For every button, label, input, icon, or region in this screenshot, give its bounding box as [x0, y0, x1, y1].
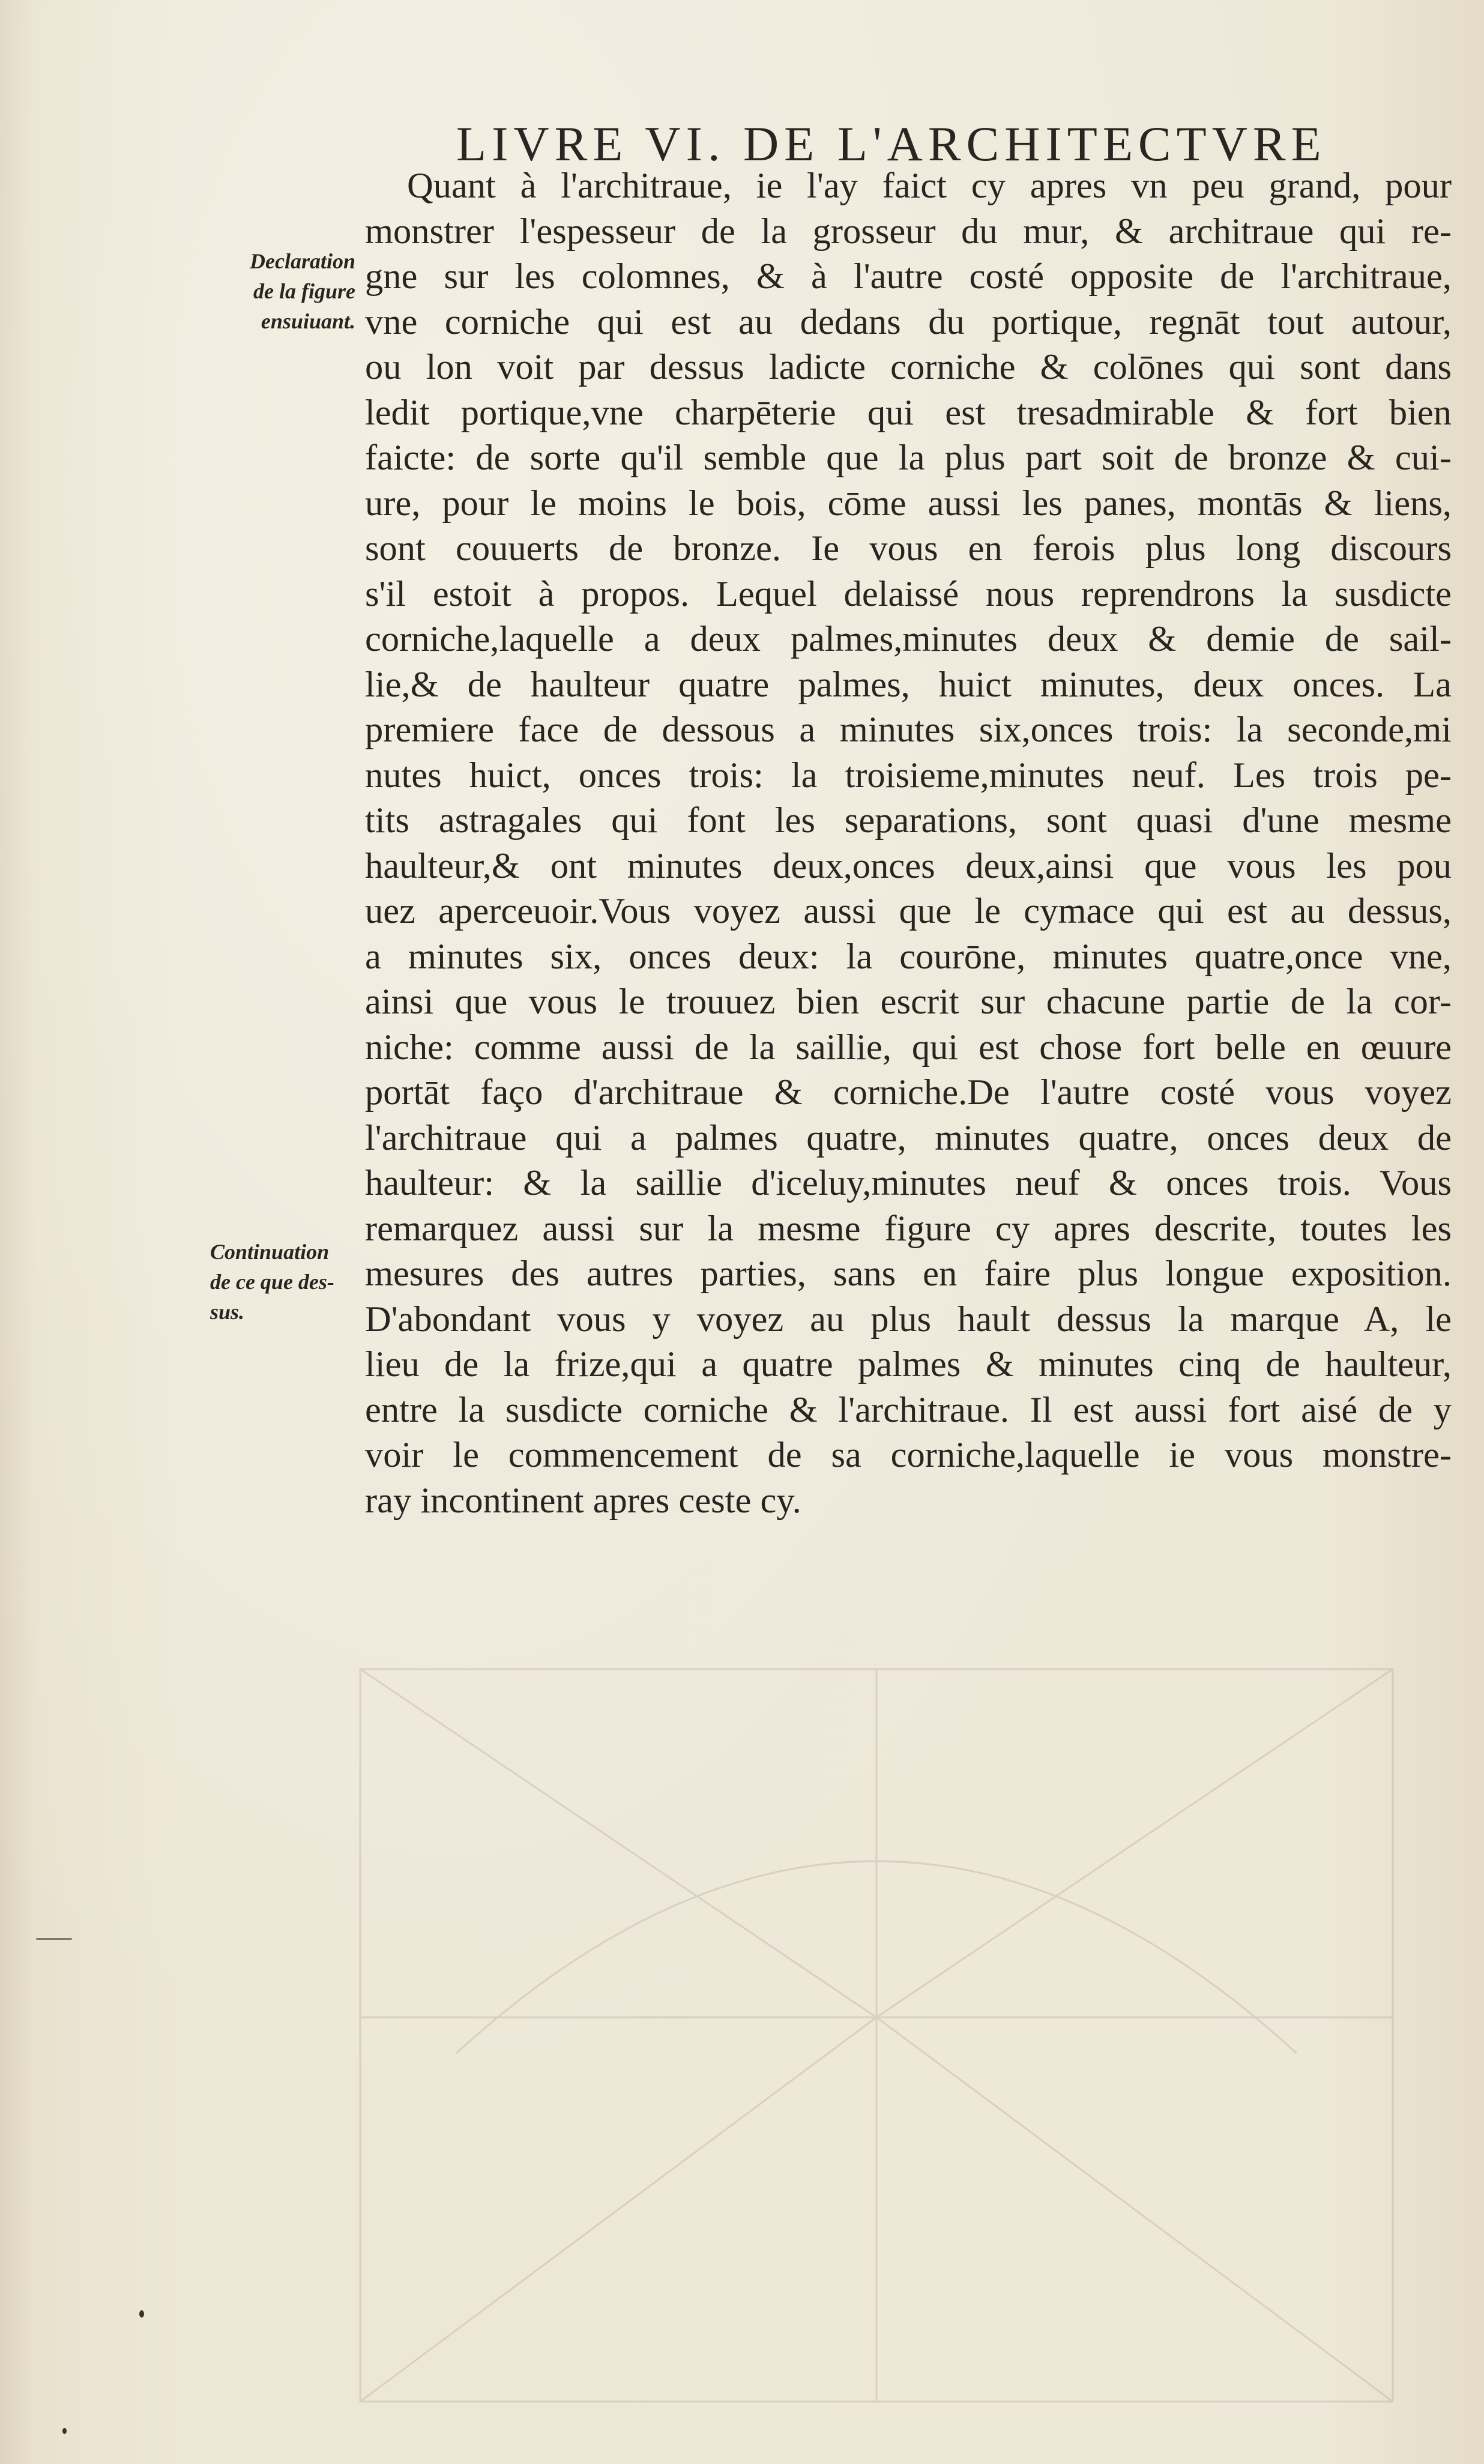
text-line: D'abondant vous y voyez au plus hault dessus la marque A, le [365, 1299, 1452, 1339]
margin-note-line: de ce que des- [210, 1270, 334, 1294]
text-line: premiere face de dessous a minutes six,onces trois: la seconde,mi [365, 710, 1452, 750]
text-line: mesures des autres parties, sans en faire plus longue exposition. [365, 1254, 1452, 1294]
ink-speck [62, 2428, 67, 2434]
text-line: sont couuerts de bronze. Ie vous en ferois plus long discours [365, 528, 1452, 569]
text-line: ainsi que vous le trouuez bien escrit sur chacune partie de la cor- [365, 982, 1452, 1022]
text-line: lieu de la frize,qui a quatre palmes & minutes cinq de haulteur, [365, 1344, 1452, 1384]
text-line: ou lon voit par dessus ladicte corniche & colōnes qui sont dans [365, 347, 1452, 387]
running-header: LIVRE VI. DE L'ARCHITECTVRE [456, 116, 1327, 171]
text-line: niche: comme aussi de la saillie, qui est chose fort belle en œuure [365, 1027, 1452, 1067]
text-line: vne corniche qui est au dedans du portique, regnāt tout autour, [365, 301, 1452, 342]
margin-note-line: Continuation [210, 1240, 330, 1264]
margin-note-continuation [210, 1237, 367, 1327]
text-line: ure, pour le moins le bois, cōme aussi les panes, montās & liens, [365, 483, 1452, 524]
text-line: ray incontinent apres ceste cy. [365, 1480, 801, 1521]
text-line: ledit portique,vne charpēterie qui est tresadmirable & fort bien [365, 392, 1452, 433]
text-line: uez aperceuoir.Vous voyez aussi que le cymace qui est au dessus, [365, 891, 1452, 931]
ink-speck [36, 1938, 72, 1940]
text-line: tits astragales qui font les separations, sont quasi d'une mesme [365, 800, 1452, 841]
text-line: nutes huict, onces trois: la troisieme,minutes neuf. Les trois pe- [365, 755, 1452, 796]
margin-note-line: sus. [210, 1300, 245, 1324]
text-line: voir le commencement de sa corniche,laquelle ie vous monstre- [365, 1435, 1452, 1475]
text-line: corniche,laquelle a deux palmes,minutes deux & demie de sail- [365, 619, 1452, 659]
text-line: l'architraue qui a palmes quatre, minutes quatre, onces deux de [365, 1117, 1452, 1158]
text-line: haulteur: & la saillie d'iceluy,minutes neuf & onces trois. Vous [365, 1163, 1452, 1203]
text-line: s'il estoit à propos. Lequel delaissé nous reprendrons la susdicte [365, 573, 1452, 614]
body-paragraph [365, 163, 1452, 1523]
ink-speck [139, 2310, 144, 2318]
show-through-figure [336, 1633, 1417, 2426]
margin-note-declaration [198, 246, 355, 336]
text-line: gne sur les colomnes, & à l'autre costé opposite de l'architraue, [365, 256, 1452, 297]
text-line: portāt faço d'architraue & corniche.De l'autre costé vous voyez [365, 1072, 1452, 1113]
text-line: faicte: de sorte qu'il semble que la plus part soit de bronze & cui- [365, 438, 1452, 478]
margin-note-line: ensuiuant. [261, 309, 355, 333]
text-line: lie,& de haulteur quatre palmes, huict minutes, deux onces. La [365, 664, 1452, 705]
text-line: a minutes six, onces deux: la courōne, minutes quatre,once vne, [365, 936, 1452, 977]
text-line: haulteur,& ont minutes deux,onces deux,ainsi que vous les pou [365, 845, 1452, 886]
margin-note-line: Declaration [250, 249, 355, 273]
margin-note-line: de la figure [253, 279, 355, 303]
text-line: entre la susdicte corniche & l'architraue. Il est aussi fort aisé de y [365, 1389, 1452, 1430]
text-line: Quant à l'architraue, ie l'ay faict cy apres vn peu grand, pour [407, 166, 1452, 206]
text-line: monstrer l'espesseur de la grosseur du mur, & architraue qui re- [365, 211, 1452, 252]
text-line: remarquez aussi sur la mesme figure cy apres descrite, toutes les [365, 1208, 1452, 1249]
